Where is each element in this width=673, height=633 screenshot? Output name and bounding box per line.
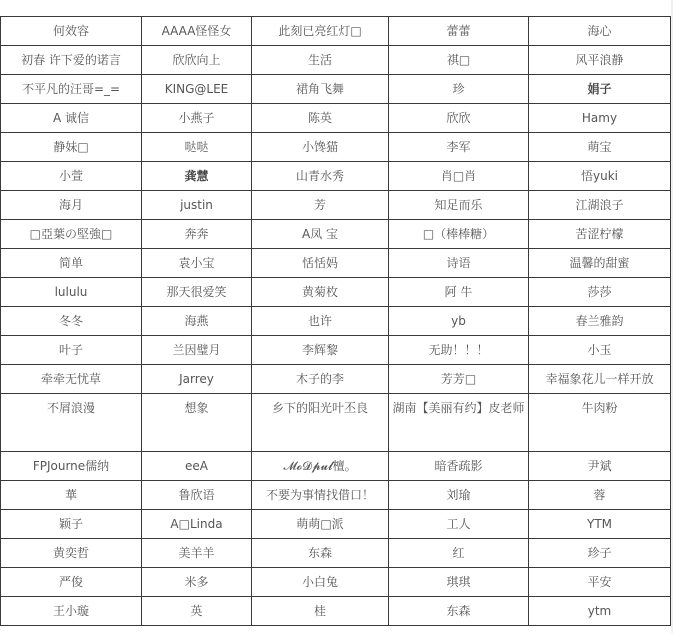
table-row <box>1 597 671 626</box>
table-cell: A□Linda <box>142 510 252 539</box>
table-row <box>1 365 671 394</box>
table-cell: YTM <box>529 510 671 539</box>
table-cell: 不屑浪漫 <box>1 394 142 452</box>
table-cell: 黄奕哲 <box>1 539 142 568</box>
table-cell: justin <box>142 191 252 220</box>
table-cell: 暗香疏影 <box>389 452 529 481</box>
table-cell: 芳芳□ <box>389 365 529 394</box>
table-cell: 幸福象花儿一样开放 <box>529 365 671 394</box>
table-cell: 想象 <box>142 394 252 452</box>
table-row <box>1 278 671 307</box>
table-row <box>1 452 671 481</box>
table-cell: 陈英 <box>252 104 389 133</box>
table-cell: 袁小宝 <box>142 249 252 278</box>
table-cell: 肖□肖 <box>389 162 529 191</box>
table-cell: 祺□ <box>389 46 529 75</box>
table-cell: 山青水秀 <box>252 162 389 191</box>
table-cell: 牛肉粉 <box>529 394 671 452</box>
table-cell: 东森 <box>252 539 389 568</box>
table-cell: □（棒棒糖） <box>389 220 529 249</box>
table-cell: 英 <box>142 597 252 626</box>
table-cell: □亞葉の堅強□ <box>1 220 142 249</box>
table-cell: 木子的李 <box>252 365 389 394</box>
table-cell: 工人 <box>389 510 529 539</box>
table-cell: 桂 <box>252 597 389 626</box>
table-cell: 黄菊枚 <box>252 278 389 307</box>
table-row <box>1 249 671 278</box>
table-cell: 王小璇 <box>1 597 142 626</box>
table-row <box>1 307 671 336</box>
name-table <box>0 16 671 626</box>
table-cell: 𝓜𝓸𝓓𝓹𝓾𝓵檀。 <box>252 452 389 481</box>
table-cell: 初春 许下爱的诺言 <box>1 46 142 75</box>
table-cell: 蓉 <box>529 481 671 510</box>
table-cell: yb <box>389 307 529 336</box>
table-row <box>1 481 671 510</box>
table-cell: 牵牵无忧草 <box>1 365 142 394</box>
table-cell: 知足而乐 <box>389 191 529 220</box>
table-cell: 江湖浪子 <box>529 191 671 220</box>
table-cell: AAAA怪怪女 <box>142 17 252 46</box>
table-cell: 阿 牛 <box>389 278 529 307</box>
table-cell: 东森 <box>389 597 529 626</box>
table-cell: 萌萌□派 <box>252 510 389 539</box>
table-cell: 也许 <box>252 307 389 336</box>
table-cell: 小燕子 <box>142 104 252 133</box>
table-cell: 海月 <box>1 191 142 220</box>
table-cell: 小萱 <box>1 162 142 191</box>
table-cell: 李军 <box>389 133 529 162</box>
table-cell: 萌宝 <box>529 133 671 162</box>
table-cell: A 诚信 <box>1 104 142 133</box>
table-cell: 严俊 <box>1 568 142 597</box>
table-cell: 美羊羊 <box>142 539 252 568</box>
table-row <box>1 394 671 452</box>
table-cell: 温馨的甜蜜 <box>529 249 671 278</box>
table-cell: 珍子 <box>529 539 671 568</box>
table-row <box>1 46 671 75</box>
table-row <box>1 191 671 220</box>
table-cell: FPJourne儒纳 <box>1 452 142 481</box>
table-cell: Hamy <box>529 104 671 133</box>
table-cell: 简单 <box>1 249 142 278</box>
table-row <box>1 539 671 568</box>
table-cell: 刘瑜 <box>389 481 529 510</box>
table-cell: 那天很爱笑 <box>142 278 252 307</box>
table-cell: 欣欣向上 <box>142 46 252 75</box>
table-cell: 静妹□ <box>1 133 142 162</box>
table-cell: 悟yuki <box>529 162 671 191</box>
table-cell: 海燕 <box>142 307 252 336</box>
table-cell: 春兰雅韵 <box>529 307 671 336</box>
table-cell: 此刻已亮红灯□ <box>252 17 389 46</box>
table-cell: eeA <box>142 452 252 481</box>
table-cell: 冬冬 <box>1 307 142 336</box>
table-cell: A凤 宝 <box>252 220 389 249</box>
table-cell: 鲁欣语 <box>142 481 252 510</box>
table-row <box>1 104 671 133</box>
table-cell: 小馋猫 <box>252 133 389 162</box>
table-cell: 乡下的阳光叶丕良 <box>252 394 389 452</box>
table-cell: 风平浪静 <box>529 46 671 75</box>
table-cell: 苦涩柠檬 <box>529 220 671 249</box>
table-cell: 叶子 <box>1 336 142 365</box>
table-cell: 小玉 <box>529 336 671 365</box>
table-cell: 芳 <box>252 191 389 220</box>
table-row <box>1 17 671 46</box>
table-cell: 平安 <box>529 568 671 597</box>
table-row <box>1 75 671 104</box>
table-cell: 華 <box>1 481 142 510</box>
table-row <box>1 336 671 365</box>
table-cell: 莎莎 <box>529 278 671 307</box>
table-cell: 蕾蕾 <box>389 17 529 46</box>
table-body <box>1 17 671 626</box>
table-cell: 欣欣 <box>389 104 529 133</box>
table-row <box>1 510 671 539</box>
table-cell: 诗语 <box>389 249 529 278</box>
table-cell: Jarrey <box>142 365 252 394</box>
table-row <box>1 568 671 597</box>
table-cell: 无助！！！ <box>389 336 529 365</box>
table-cell: 湖南【美丽有约】皮老师 <box>389 394 529 452</box>
table-cell: 珍 <box>389 75 529 104</box>
table-cell: 琪琪 <box>389 568 529 597</box>
table-cell: 米多 <box>142 568 252 597</box>
table-cell: 不要为事情找借口！ <box>252 481 389 510</box>
table-cell: 小白兔 <box>252 568 389 597</box>
table-row <box>1 162 671 191</box>
table-cell: 兰因璧月 <box>142 336 252 365</box>
table-cell: 哒哒 <box>142 133 252 162</box>
table-cell: 龚慧 <box>142 162 252 191</box>
table-cell: 生活 <box>252 46 389 75</box>
table-cell: 恬恬妈 <box>252 249 389 278</box>
table-cell: 娟子 <box>529 75 671 104</box>
table-cell: KING@LEE <box>142 75 252 104</box>
table-cell: 不平凡的汪哥=_= <box>1 75 142 104</box>
table-cell: 红 <box>389 539 529 568</box>
table-row <box>1 133 671 162</box>
table-cell: 海心 <box>529 17 671 46</box>
table-cell: 李辉黎 <box>252 336 389 365</box>
table-row <box>1 220 671 249</box>
table-cell: 裙角飞舞 <box>252 75 389 104</box>
table-cell: 奔奔 <box>142 220 252 249</box>
table-cell: 颖子 <box>1 510 142 539</box>
table-cell: 何效容 <box>1 17 142 46</box>
table-cell: lululu <box>1 278 142 307</box>
table-cell: ytm <box>529 597 671 626</box>
table-cell: 尹斌 <box>529 452 671 481</box>
